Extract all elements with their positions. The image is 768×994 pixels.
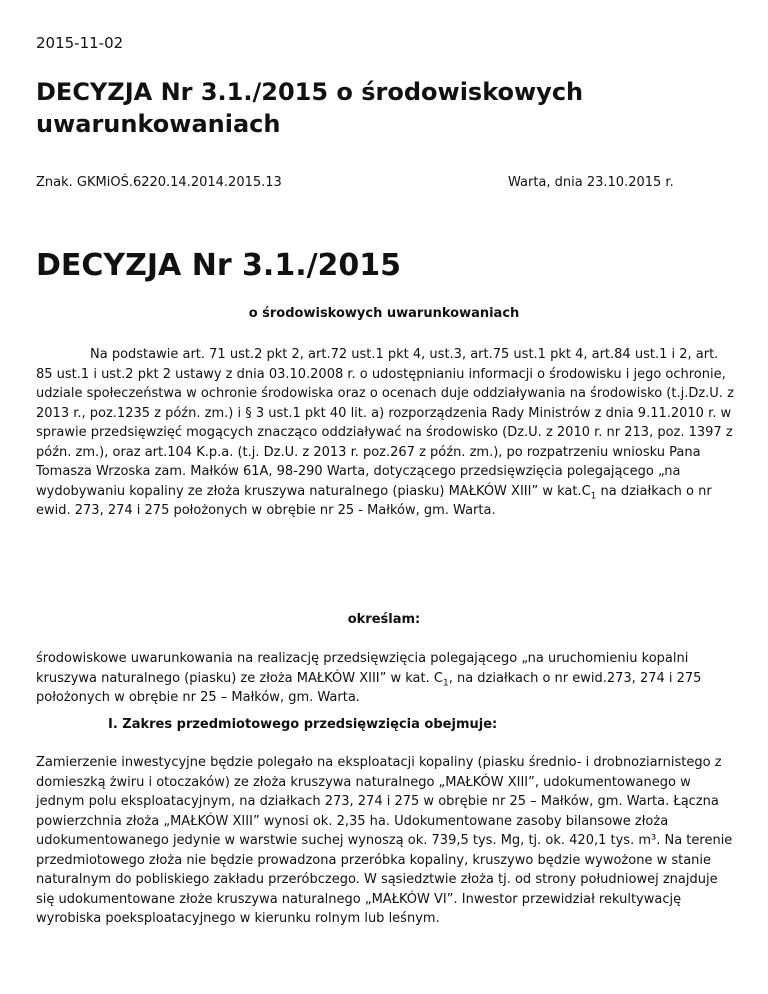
decision-text: środowiskowe uwarunkowania na realizację przedsięwzięcia polegającego „na uruchomieniu kopalni kruszywa naturalnego (piasku) ze złoża MAŁKÓW XIII” w kat. C xyxy=(36,651,689,686)
legal-basis-paragraph xyxy=(36,345,736,521)
legal-basis-text: Na podstawie art. 71 ust.2 pkt 2, art.72 ust.1 pkt 4, ust.3, art.75 ust.1 pkt 4, art.84 ust.1 i 2, art. 85 ust.1 i ust.2 pkt 2 ustawy z dnia 03.10.2008 r. o udostępnianiu informacji o środowisku i jego ochronie, udziale społeczeństwa w ochronie środowiska oraz o ocenach duje oddziaływania na środowisko (t.j.Dz.U. z 2013 r., poz.1235 z późn. zm.) i § 3 ust.1 pkt 40 lit. a) rozporządzenia Rady Ministrów z dnia 9.11.2010 r. w sprawie przedsięwzięć mogących znacząco oddziaływać na środowisko (Dz.U. z 2010 r. nr 213, poz. 1397 z późn. zm.), oraz art.104 K.p.a. (t.j. Dz.U. z 2013 r. poz.267 z późn. zm.), po rozpatrzeniu wniosku Pana Tomasza Wrzoska zam. Małków 61A, 98-290 Warta, dotyczącego przedsięwzięcia polegającego „na wydobywaniu kopaliny ze złoża kruszywa naturalnego (piasku) MAŁKÓW XIII” w kat.C xyxy=(36,347,734,499)
decision-paragraph xyxy=(36,649,736,708)
legal-basis-text-end: na działkach o nr ewid. 273, 274 i 275 położonych w obrębie nr 25 - Małków, gm. Warta. xyxy=(36,483,712,518)
document-date: 2015-11-02 xyxy=(36,34,124,52)
decision-text-end: , na działkach o nr ewid.273, 274 i 275 położonych w obrębie nr 25 – Małków, gm. Warta. xyxy=(36,670,702,705)
section-1-heading: I. Zakres przedmiotowego przedsięwzięcia obejmuje: xyxy=(108,717,498,732)
section-1-paragraph: Zamierzenie inwestycyjne będzie polegało na eksploatacji kopaliny (piasku średnio- i drobnoziarnistego z domieszką żwiru i otoczaków) ze złoża kruszywa naturalnego „MAŁKÓW XIII”, udokumentowanego w jednym polu eksploatacyjnym, na działkach 273, 274 i 275 w obrębie nr 25 – Małków, gm. Warta. Łączna powierzchnia złoża „MAŁKÓW XIII” wynosi ok. 2,35 ha. Udokumentowane zasoby bilansowe złoża udokumentowanego jedynie w warstwie suchej wynoszą ok. 739,5 tys. Mg, tj. ok. 420,1 tys. m³. Na terenie przedmiotowego złoża nie będzie prowadzona przeróbka kopaliny, kruszywo będzie wywożone w stanie naturalnym do pobliskiego zakładu przeróbczego. W sąsiedztwie złoża tj. od strony południowej znajduje się udokumentowane złoże kruszywa naturalnego „MAŁKÓW VI”. Inwestor przewidział rekultywację wyrobiska poeksploatacyjnego w kierunku rolnym lub leśnym. xyxy=(36,755,733,926)
decision-subtitle: o środowiskowych uwarunkowaniach xyxy=(248,306,520,321)
category-subscript: 1 xyxy=(590,491,597,502)
decision-word: określam: xyxy=(347,612,421,627)
place-and-date: Warta, dnia 23.10.2015 r. xyxy=(508,175,674,190)
reference-number: Znak. GKMiOŚ.6220.14.2014.2015.13 xyxy=(36,175,282,190)
decision-heading: DECYZJA Nr 3.1./2015 xyxy=(36,248,402,283)
document-title: DECYZJA Nr 3.1./2015 o środowiskowych uwarunkowaniach xyxy=(36,78,584,138)
category-subscript: 1 xyxy=(442,678,449,689)
